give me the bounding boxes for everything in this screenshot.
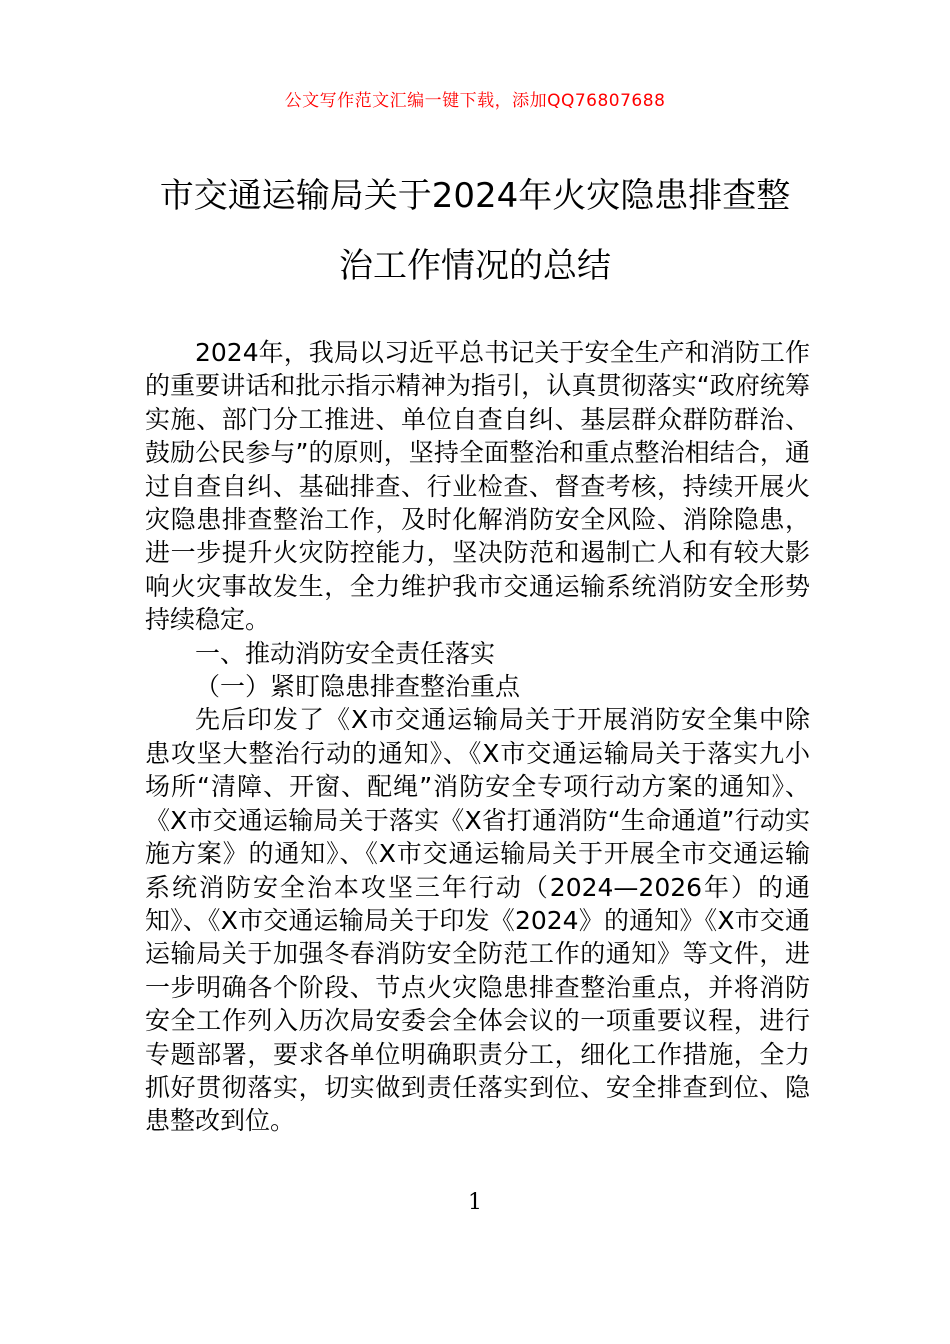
subsection-heading: （一）紧盯隐患排查整治重点 bbox=[195, 672, 521, 702]
intro-paragraph: 2024年，我局以习近平总书记关于安全生产和消防工作的重要讲话和批示指示精神为指引，认真贯彻落实“政府统筹实施、部门分工推进、单位自查自纠、基层群众群防群治、鼓励公民参与”的原则，坚持全面整治和重点整治相结合，通过自查自纠、基础排查、行业检查、督查考核，持续开展火灾隐患排查整治工作，及时化解消防安全风险、消除隐患，进一步提升火灾防控能力，坚决防范和遏制亡人和有较大影响火灾事故发生，全力维护我市交通运输系统消防安全形势持续稳定。 bbox=[145, 338, 810, 635]
document-body bbox=[145, 336, 810, 1138]
page-number: 1 bbox=[468, 1190, 482, 1215]
body-paragraph: 先后印发了《X市交通运输局关于开展消防安全集中除患攻坚大整治行动的通知》、《X市交通运输局关于落实九小场所“清障、开窗、配绳”消防安全专项行动方案的通知》、《X市交通运输局关于落实《X省打通消防“生命通道”行动实施方案》的通知》、《X市交通运输局关于开展全市交通运输系统消防安全治本攻坚三年行动（2024—2026年）的通知》、《X市交通运输局关于印发《2024》的通知》《X市交通运输局关于加强冬春消防安全防范工作的通知》等文件，进一步明确各个阶段、节点火灾隐患排查整治重点，并将消防安全工作列入历次局安委会全体会议的一项重要议程，进行专题部署，要求各单位明确职责分工，细化工作措施，全力抓好贯彻落实，切实做到责任落实到位、安全排查到位、隐患整改到位。 bbox=[145, 705, 810, 1136]
document-title-line-1: 市交通运输局关于2024年火灾隐患排查整 bbox=[159, 176, 791, 216]
section-heading: 一、推动消防安全责任落实 bbox=[195, 638, 496, 668]
document-title-line-2: 治工作情况的总结 bbox=[339, 246, 611, 286]
header-note: 公文写作范文汇编一键下载，添加QQ76807688 bbox=[284, 91, 666, 111]
